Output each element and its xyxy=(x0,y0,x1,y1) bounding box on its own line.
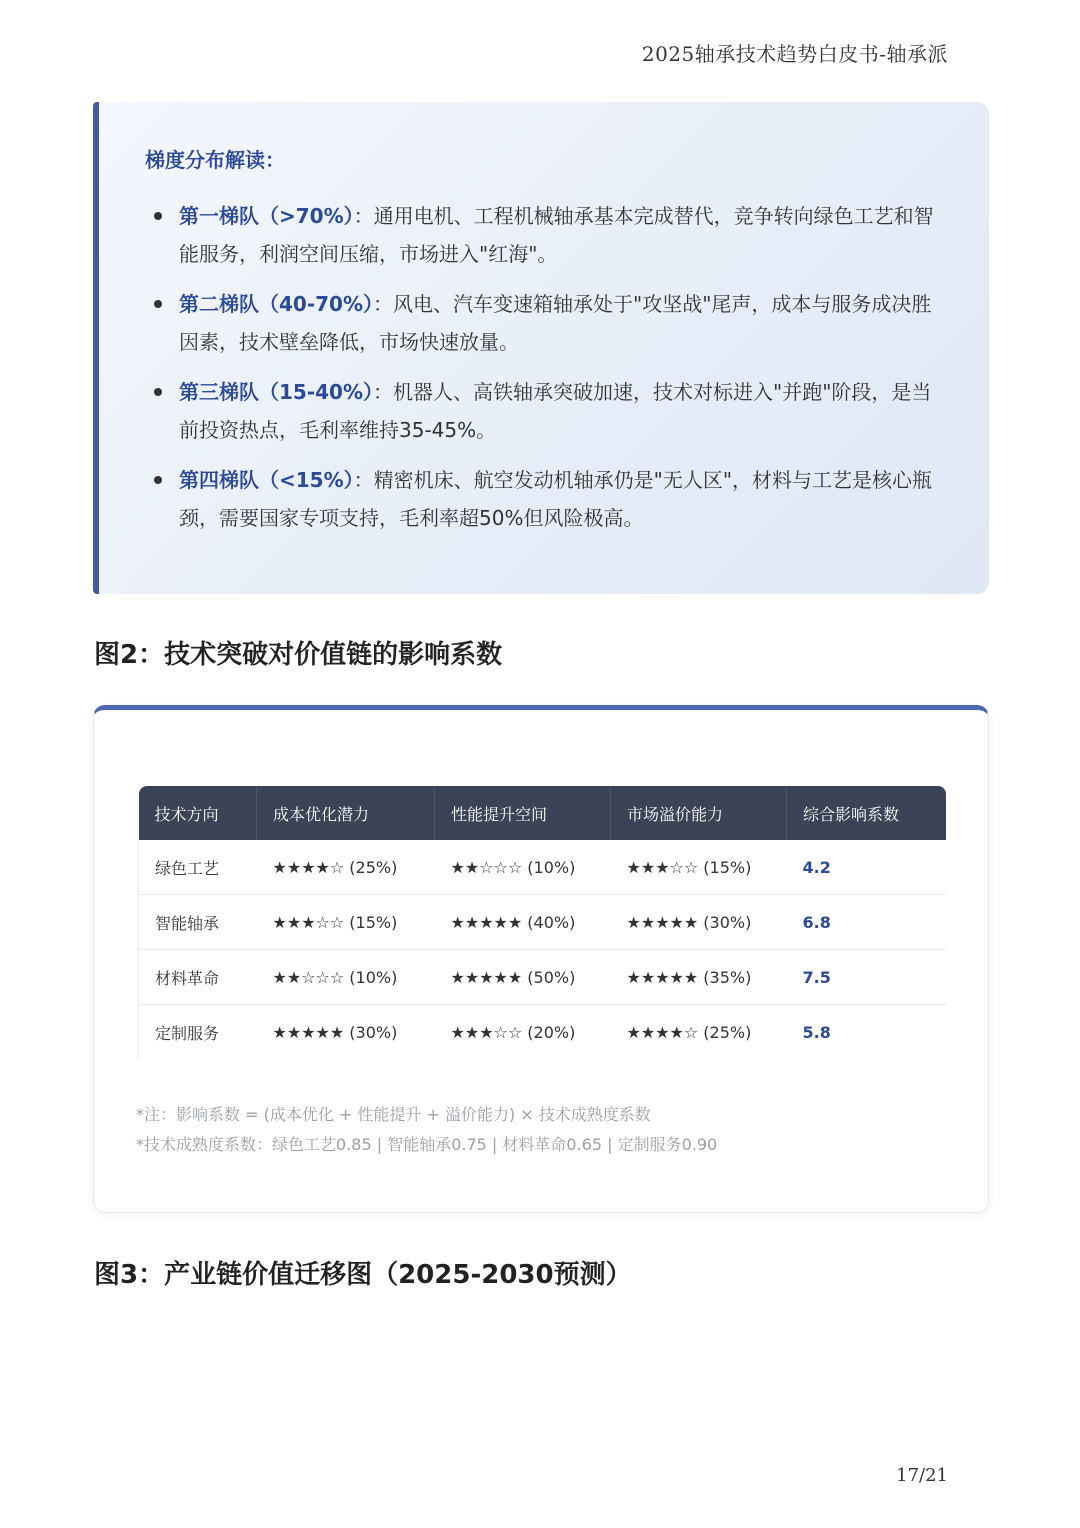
column-header: 性能提升空间 xyxy=(435,786,611,840)
table-row xyxy=(139,895,947,950)
column-header: 技术方向 xyxy=(139,786,257,840)
document-header-title: 2025轴承技术趋势白皮书-轴承派 xyxy=(641,42,948,66)
tech-direction-cell: 材料革命 xyxy=(139,950,257,1005)
table-row xyxy=(139,840,947,895)
tech-direction-cell: 绿色工艺 xyxy=(139,840,257,895)
tier-description: ：风电、汽车变速箱轴承处于"攻坚战"尾声，成本与服务成决胜因素，技术壁垒降低，市场快速放量。 xyxy=(179,292,932,354)
tier-item-4 xyxy=(141,461,949,537)
tier-name: 第三梯队（15-40%） xyxy=(179,380,374,404)
figure2-title: 图2：技术突破对价值链的影响系数 xyxy=(94,640,503,670)
tier-name: 第二梯队（40-70%） xyxy=(179,292,374,316)
tech-direction-cell: 定制服务 xyxy=(139,1005,257,1060)
callout-title: 梯度分布解读： xyxy=(145,148,285,172)
impact-score-cell: 4.2 xyxy=(787,840,947,895)
table-notes xyxy=(136,1100,717,1160)
cost-rating-cell: ★★★★☆ (25%) xyxy=(257,840,435,895)
tier-description: ：机器人、高铁轴承突破加速，技术对标进入"并跑"阶段，是当前投资热点，毛利率维持35-45%。 xyxy=(179,380,932,442)
bullet-icon xyxy=(154,388,162,396)
impact-coefficient-table xyxy=(138,786,946,1059)
cost-rating-cell: ★★☆☆☆ (10%) xyxy=(257,950,435,1005)
performance-rating-cell: ★★★☆☆ (20%) xyxy=(450,1022,576,1042)
impact-score-cell: 5.8 xyxy=(802,1022,831,1042)
bullet-icon xyxy=(154,212,162,220)
premium-rating-cell: ★★★★☆ (25%) xyxy=(626,1022,752,1042)
figure3-title: 图3：产业链价值迁移图（2025-2030预测） xyxy=(94,1260,632,1290)
page-number: 17/21 xyxy=(896,1465,948,1486)
premium-rating-cell: ★★★★★ (35%) xyxy=(611,950,787,1005)
tier-description: ：通用电机、工程机械轴承基本完成替代，竞争转向绿色工艺和智能服务，利润空间压缩，市场进入"红海"。 xyxy=(179,204,934,266)
maturity-note: *技术成熟度系数：绿色工艺0.85 | 智能轴承0.75 | 材料革命0.65 | 定制服务0.90 xyxy=(136,1135,718,1154)
performance-rating-cell: ★★★★★ (50%) xyxy=(435,950,611,1005)
table-header-row xyxy=(139,786,947,840)
tier-item-1 xyxy=(141,197,949,273)
premium-rating-cell: ★★★☆☆ (15%) xyxy=(611,840,787,895)
impact-score-cell: 6.8 xyxy=(787,895,947,950)
cost-rating-cell: ★★★☆☆ (15%) xyxy=(257,895,435,950)
table-row xyxy=(139,1005,947,1060)
tier-name: 第四梯队（<15%） xyxy=(179,468,354,492)
premium-rating-cell: ★★★★★ (30%) xyxy=(611,895,787,950)
column-header: 市场溢价能力 xyxy=(611,786,787,840)
tier-description: ：精密机床、航空发动机轴承仍是"无人区"，材料与工艺是核心瓶颈，需要国家专项支持，毛利率超50%但风险极高。 xyxy=(179,468,933,530)
bullet-icon xyxy=(154,476,162,484)
tier-interpretation-callout xyxy=(93,102,989,594)
performance-rating-cell: ★★★★★ (40%) xyxy=(435,895,611,950)
impact-table-card xyxy=(93,705,989,1213)
column-header: 成本优化潜力 xyxy=(257,786,435,840)
performance-rating-cell: ★★☆☆☆ (10%) xyxy=(435,840,611,895)
formula-note: *注：影响系数 = (成本优化 + 性能提升 + 溢价能力) × 技术成熟度系数 xyxy=(136,1105,651,1124)
tier-list xyxy=(141,197,949,537)
tier-item-3 xyxy=(141,373,949,449)
tier-item-2 xyxy=(141,285,949,361)
impact-score-cell: 7.5 xyxy=(787,950,947,1005)
cost-rating-cell: ★★★★★ (30%) xyxy=(272,1022,398,1042)
tier-name: 第一梯队（>70%） xyxy=(179,204,354,228)
column-header: 综合影响系数 xyxy=(787,786,947,840)
table-row xyxy=(139,950,947,1005)
bullet-icon xyxy=(154,300,162,308)
tech-direction-cell: 智能轴承 xyxy=(139,895,257,950)
